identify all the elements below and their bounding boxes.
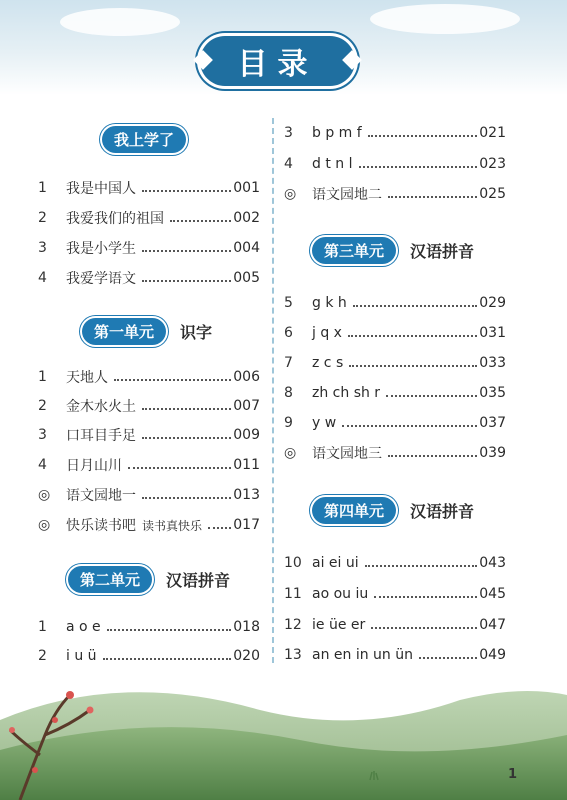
toc-number: 12	[284, 617, 302, 633]
leader-dots	[371, 627, 477, 629]
toc-row[interactable]	[284, 443, 506, 463]
toc-title: 我爱学语文	[66, 271, 136, 287]
toc-row[interactable]	[38, 367, 260, 387]
toc-row[interactable]	[284, 584, 506, 604]
section-subtitle: 汉语拼音	[166, 571, 231, 590]
leader-dots	[142, 437, 231, 439]
leader-dots	[142, 280, 231, 282]
toc-title: 语文园地一	[66, 488, 136, 504]
toc-title: a o e	[66, 619, 101, 635]
toc-title: 日月山川	[66, 458, 122, 474]
section-pill: 第三单元	[312, 237, 396, 264]
toc-page: 031	[479, 325, 506, 341]
leader-dots	[170, 220, 231, 222]
toc-title: j q x	[312, 325, 342, 341]
section-pill: 第一单元	[82, 318, 166, 345]
toc-marker-icon: ◎	[38, 487, 51, 503]
toc-page: 009	[233, 427, 260, 443]
landscape-illustration	[0, 640, 567, 800]
leader-dots	[142, 497, 231, 499]
toc-number: 3	[284, 125, 293, 141]
leader-dots	[128, 467, 231, 469]
toc-row[interactable]	[38, 455, 260, 475]
toc-number: 11	[284, 586, 302, 602]
toc-page: 017	[233, 517, 260, 533]
toc-number: 4	[38, 270, 47, 286]
toc-row[interactable]	[284, 413, 506, 433]
toc-row[interactable]	[38, 208, 260, 228]
leader-dots	[142, 190, 231, 192]
blossom	[9, 727, 15, 733]
toc-row[interactable]	[284, 154, 506, 174]
toc-row[interactable]	[284, 353, 506, 373]
toc-title: 快乐读书吧	[66, 518, 136, 534]
toc-title: z c s	[312, 355, 344, 371]
toc-page: 029	[479, 295, 506, 311]
toc-number: 1	[38, 619, 47, 635]
toc-number: 7	[284, 355, 293, 371]
toc-page: 035	[479, 385, 506, 401]
toc-title: y w	[312, 415, 337, 431]
toc-marker-icon: ◎	[38, 517, 51, 533]
section-header-wo-shang-xue-le	[102, 126, 186, 153]
toc-row[interactable]	[284, 293, 506, 313]
toc-page: 007	[233, 398, 260, 414]
toc-number: 6	[284, 325, 293, 341]
blossom	[66, 691, 74, 699]
toc-page: 005	[233, 270, 260, 286]
toc-title: 语文园地二	[312, 187, 382, 203]
leader-dots	[388, 455, 477, 457]
toc-number: 1	[38, 180, 47, 196]
toc-row[interactable]	[38, 396, 260, 416]
toc-number: 3	[38, 427, 47, 443]
toc-row[interactable]	[284, 184, 506, 204]
section-subtitle: 汉语拼音	[410, 242, 475, 261]
toc-title: zh ch sh r	[312, 385, 381, 401]
toc-title: an en in un ün	[312, 647, 413, 663]
toc-row[interactable]	[284, 323, 506, 343]
toc-subtitle: 读书真快乐	[142, 518, 203, 533]
toc-page: 023	[479, 156, 506, 172]
toc-number: 10	[284, 555, 302, 571]
toc-number: 1	[38, 369, 47, 385]
leader-dots	[349, 365, 477, 367]
leader-dots	[365, 565, 478, 567]
leader-dots	[142, 250, 231, 252]
section-pill: 我上学了	[102, 126, 186, 153]
toc-title: g k h	[312, 295, 347, 311]
blossom	[52, 717, 58, 723]
toc-page: 033	[479, 355, 506, 371]
toc-page: 021	[479, 125, 506, 141]
toc-row[interactable]	[284, 123, 506, 143]
toc-page: 011	[233, 457, 260, 473]
toc-page: 047	[479, 617, 506, 633]
section-header-unit-3	[312, 237, 474, 264]
toc-page: 020	[233, 648, 260, 664]
toc-title: ao ou iu	[312, 586, 369, 602]
toc-number: 2	[38, 648, 47, 664]
toc-marker-icon: ◎	[284, 186, 297, 202]
toc-number: 8	[284, 385, 293, 401]
toc-page: 018	[233, 619, 260, 635]
toc-number: 3	[38, 240, 47, 256]
cloud-decoration	[60, 8, 180, 36]
toc-title: 我爱我们的祖国	[66, 211, 164, 227]
leader-dots	[374, 596, 477, 598]
leader-dots	[107, 629, 232, 631]
toc-title: b p m f	[312, 125, 362, 141]
toc-row[interactable]	[38, 425, 260, 445]
toc-number: 4	[284, 156, 293, 172]
toc-number: 9	[284, 415, 293, 431]
leader-dots	[359, 166, 478, 168]
section-header-unit-1	[82, 318, 212, 345]
toc-page: 043	[479, 555, 506, 571]
toc-title: 天地人	[66, 370, 108, 386]
leader-dots	[368, 135, 478, 137]
toc-page: 045	[479, 586, 506, 602]
toc-number: 4	[38, 457, 47, 473]
section-subtitle: 汉语拼音	[410, 502, 475, 521]
toc-number: 13	[284, 647, 302, 663]
toc-page: 006	[233, 369, 260, 385]
toc-page: 004	[233, 240, 260, 256]
toc-number: 5	[284, 295, 293, 311]
leader-dots	[342, 425, 477, 427]
toc-page: 002	[233, 210, 260, 226]
toc-page: 037	[479, 415, 506, 431]
toc-title: 金木水火土	[66, 399, 136, 415]
toc-title: i u ü	[66, 648, 97, 664]
blossom	[32, 767, 38, 773]
toc-row[interactable]	[38, 617, 260, 637]
toc-title: 口耳目手足	[66, 428, 136, 444]
toc-page: 039	[479, 445, 506, 461]
toc-title: 语文园地三	[312, 446, 382, 462]
toc-row[interactable]	[38, 178, 260, 198]
section-header-unit-4	[312, 497, 474, 524]
toc-number: 2	[38, 210, 47, 226]
leader-dots	[353, 305, 477, 307]
toc-title: ai ei ui	[312, 555, 359, 571]
toc-row[interactable]	[284, 383, 506, 403]
section-header-unit-2	[68, 566, 230, 593]
toc-row[interactable]	[38, 515, 260, 535]
toc-row[interactable]	[284, 615, 506, 635]
leader-dots	[114, 379, 231, 381]
leader-dots	[208, 527, 231, 529]
toc-page: 049	[479, 647, 506, 663]
toc-page: 025	[479, 186, 506, 202]
toc-row[interactable]	[284, 553, 506, 573]
blossom	[87, 707, 94, 714]
toc-row[interactable]	[38, 485, 260, 505]
cloud-decoration	[370, 4, 520, 34]
leader-dots	[386, 395, 477, 397]
toc-row[interactable]	[38, 268, 260, 288]
toc-title: 我是小学生	[66, 241, 136, 257]
page-title	[200, 36, 355, 86]
toc-title: d t n l	[312, 156, 353, 172]
section-pill: 第二单元	[68, 566, 152, 593]
toc-row[interactable]	[38, 238, 260, 258]
leader-dots	[388, 196, 477, 198]
toc-marker-icon: ◎	[284, 445, 297, 461]
leader-dots	[142, 408, 231, 410]
section-pill: 第四单元	[312, 497, 396, 524]
toc-title: 我是中国人	[66, 181, 136, 197]
toc-title: ie üe er	[312, 617, 366, 633]
toc-number: 2	[38, 398, 47, 414]
leader-dots	[348, 335, 477, 337]
toc-page: 001	[233, 180, 260, 196]
page-number: 1	[508, 767, 518, 782]
toc-page: 013	[233, 487, 260, 503]
section-subtitle: 识字	[180, 323, 213, 342]
page-title-text: 目录	[237, 47, 318, 82]
column-divider	[272, 118, 274, 663]
